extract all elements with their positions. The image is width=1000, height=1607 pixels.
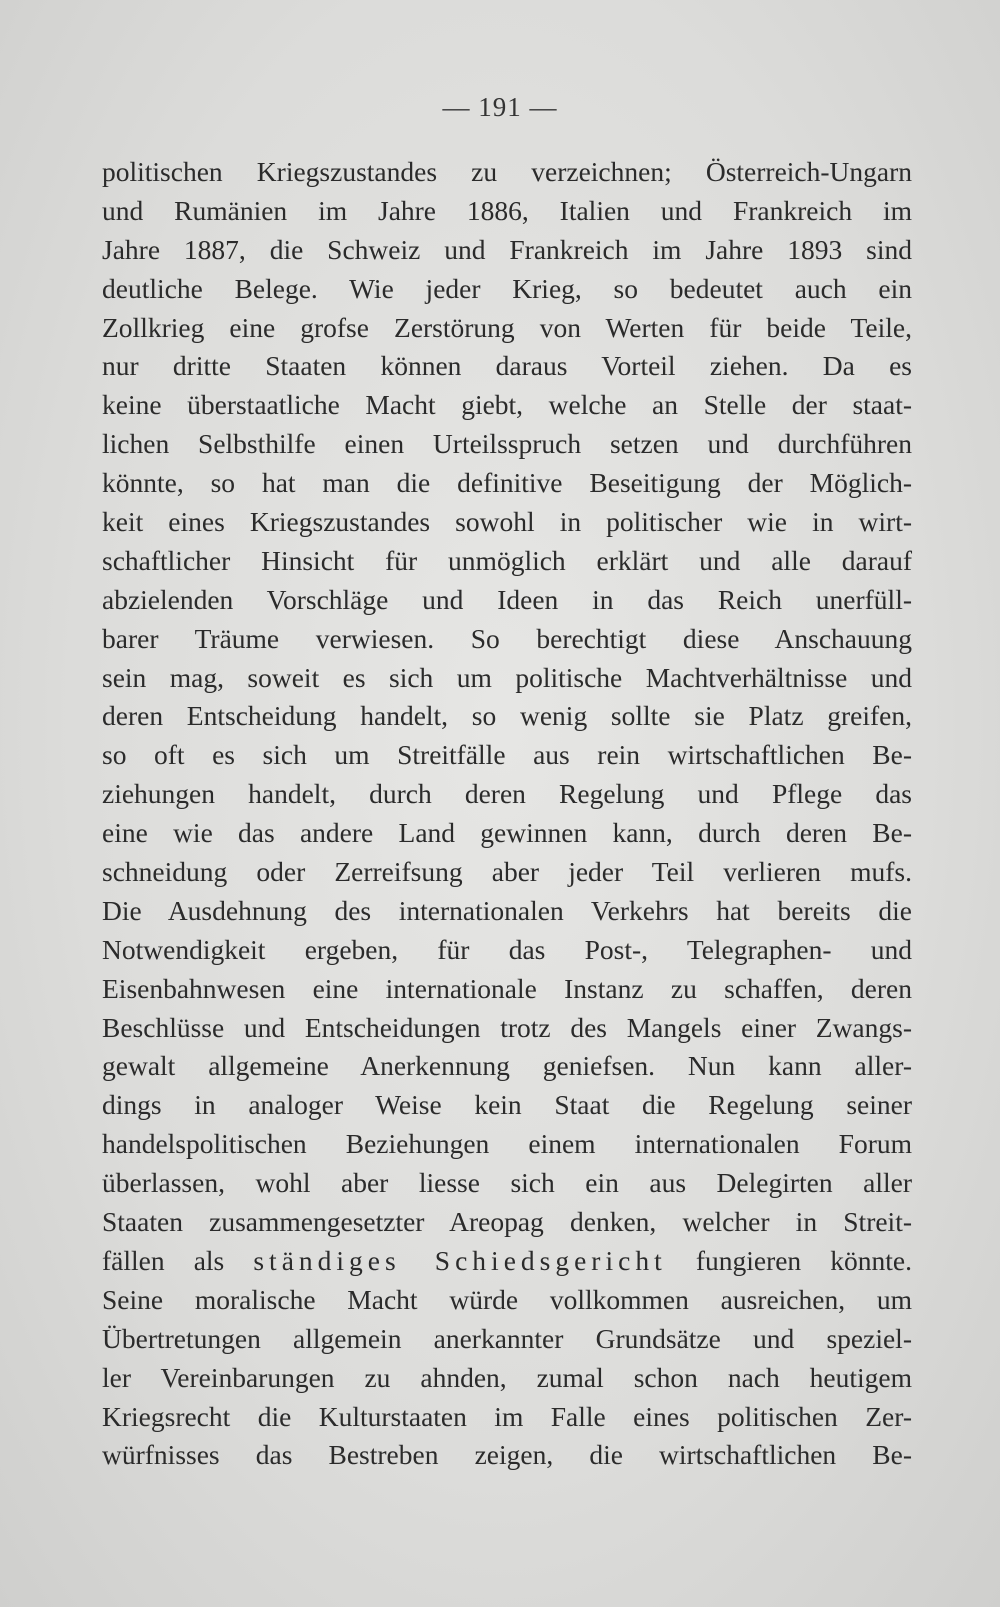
text-line: ziehungen handelt, durch deren Regelung und Pflege das: [102, 778, 912, 810]
emphasized-term: ständiges Schiedsgericht: [253, 1244, 667, 1276]
text-line: würfnisses das Bestreben zeigen, die wirtschaftlichen Be-: [102, 1439, 912, 1471]
text-line: überlassen, wohl aber liesse sich ein aus Delegirten aller: [102, 1167, 912, 1199]
text-line: Beschlüsse und Entscheidungen trotz des Mangels einer Zwangs-: [102, 1011, 912, 1043]
body-text: [102, 153, 912, 1475]
text-line: keit eines Kriegszustandes sowohl in politischer wie in wirt-: [102, 506, 912, 538]
text-line: so oft es sich um Streitfälle aus rein wirtschaftlichen Be-: [102, 739, 912, 771]
text-line: politischen Kriegszustandes zu verzeichnen; Österreich-Ungarn: [102, 156, 912, 187]
text-line-spaced: [102, 1242, 912, 1281]
text-line: sein mag, soweit es sich um politische Machtverhältnisse und: [102, 661, 912, 693]
text-line: handelspolitischen Beziehungen einem internationalen Forum: [102, 1128, 912, 1160]
text-line: Übertretungen allgemein anerkannter Grundsätze und speziel-: [102, 1322, 912, 1354]
text-line: gewalt allgemeine Anerkennung geniefsen. Nun kann aller-: [102, 1050, 912, 1082]
text-line: könnte, so hat man die definitive Beseitigung der Möglich-: [102, 467, 912, 499]
text-line: deren Entscheidung handelt, so wenig sollte sie Platz greifen,: [102, 700, 912, 732]
text-line: Kriegsrecht die Kulturstaaten im Falle eines politischen Zer-: [102, 1400, 912, 1432]
text-line: ler Vereinbarungen zu ahnden, zumal schon nach heutigem: [102, 1361, 912, 1393]
text-line: Notwendigkeit ergeben, für das Post-, Telegraphen- und: [102, 933, 912, 965]
text-line: dings in analoger Weise kein Staat die Regelung seiner: [102, 1089, 912, 1121]
text-line: abzielenden Vorschläge und Ideen in das Reich unerfüll-: [102, 583, 912, 615]
text-line: lichen Selbsthilfe einen Urteilsspruch setzen und durchführen: [102, 428, 912, 460]
text-line: keine überstaatliche Macht giebt, welche an Stelle der staat-: [102, 389, 912, 421]
text-line: schaftlicher Hinsicht für unmöglich erklärt und alle darauf: [102, 544, 912, 576]
text-line: Staaten zusammengesetzter Areopag denken, welcher in Streit-: [102, 1206, 912, 1238]
text-line: nur dritte Staaten können daraus Vorteil ziehen. Da es: [102, 350, 912, 382]
text-line: Zollkrieg eine grofse Zerstörung von Werten für beide Teile,: [102, 311, 912, 343]
text-line: deutliche Belege. Wie jeder Krieg, so bedeutet auch ein: [102, 272, 912, 304]
text-line: und Rumänien im Jahre 1886, Italien und Frankreich im: [102, 194, 912, 226]
text-line: Jahre 1887, die Schweiz und Frankreich im Jahre 1893 sind: [102, 233, 912, 265]
text-line: schneidung oder Zerreifsung aber jeder Teil verlieren mufs.: [102, 856, 912, 888]
text-fragment: fällen als: [102, 1244, 254, 1276]
text-line: barer Träume verwiesen. So berechtigt diese Anschauung: [102, 622, 912, 654]
text-line: Die Ausdehnung des internationalen Verkehrs hat bereits die: [102, 894, 912, 926]
text-line: Seine moralische Macht würde vollkommen ausreichen, um: [102, 1283, 912, 1315]
text-fragment: fungieren könnte.: [666, 1244, 913, 1276]
text-line: Eisenbahnwesen eine internationale Instanz zu schaffen, deren: [102, 972, 912, 1004]
text-line: eine wie das andere Land gewinnen kann, durch deren Be-: [102, 817, 912, 849]
page-number: — 191 —: [442, 92, 558, 122]
